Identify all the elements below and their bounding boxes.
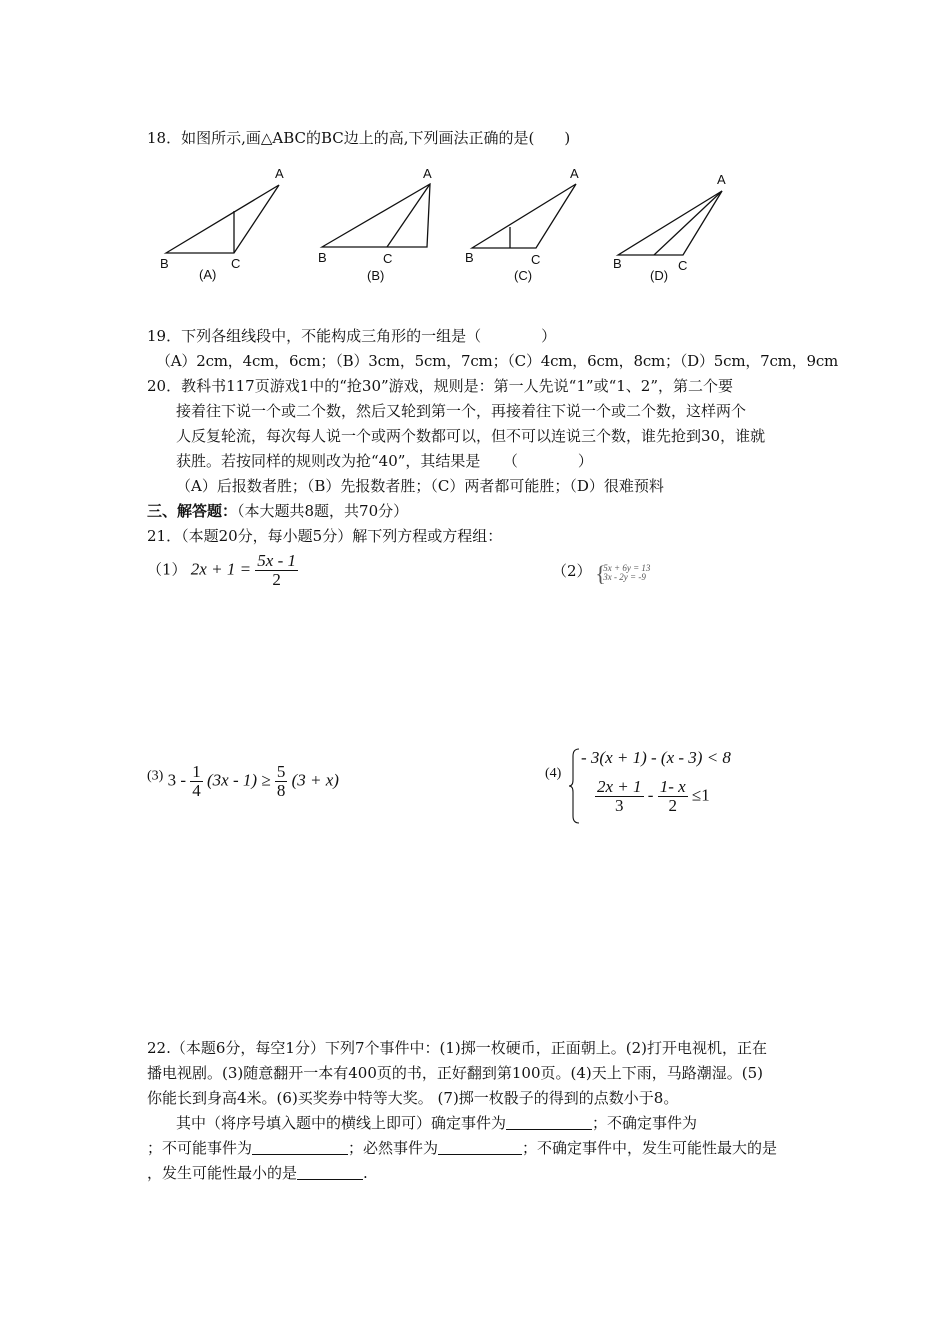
q20-line-3: 人反复轮流，每次每人说一个或两个数都可以，但不可以连说三个数，谁先抢到30，谁就: [176, 427, 766, 445]
label-d-c: C: [678, 258, 688, 273]
q21-p4-f1-numerator: 2x + 1: [597, 777, 642, 796]
q22-line5-a: ；不可能事件为: [147, 1139, 253, 1157]
q22-line-2: 播电视剧。(3)随意翻开一本有400页的书，正好翻到第100页。(4)天上下雨，马路潮湿。(5): [147, 1064, 764, 1082]
q20-line-2: 接着往下说一个或二个数，然后又轮到第一个，再接着往下说一个或二个数，这样两个: [176, 402, 747, 420]
q21-p3-fraction-2: [275, 763, 288, 800]
q21-p3-c: (3 + x): [291, 770, 339, 790]
q19-stem: 19．下列各组线段中，不能构成三角形的一组是（ ）: [147, 327, 557, 345]
q21-p3-label: (3): [147, 768, 164, 784]
q21-p1-lhs: 2x + 1 =: [190, 559, 252, 579]
section-3-heading: [147, 501, 408, 521]
blank-least-likely-event[interactable]: [297, 1165, 363, 1180]
q21-p1-label: （1）: [147, 560, 187, 579]
q21-stem: 21．（本题20分，每小题5分）解下列方程或方程组：: [147, 527, 503, 545]
q22-line-4: [176, 1113, 697, 1133]
q21-p2-label: （2）: [552, 562, 592, 580]
q21-p2-eq1: 5x + 6y = 13: [603, 562, 651, 573]
q21-p2-eq2: 3x - 2y = -9: [603, 571, 646, 582]
label-a-vertex: A: [275, 166, 284, 181]
q18-figures: [0, 0, 950, 300]
blank-inevitable-events[interactable]: [438, 1140, 522, 1155]
q22-line5-c: ；不确定事件中，发生可能性最大的是: [522, 1139, 778, 1157]
q21-p3-a: 3 -: [167, 770, 186, 790]
label-c-c: C: [531, 252, 541, 267]
q22-line-3: 你能长到身高4米。(6)买奖券中特等大奖。 (7)掷一枚骰子的得到的点数小于8。: [147, 1089, 679, 1107]
q21-p3-f2-numerator: 5: [276, 762, 286, 781]
q22-line5-b: ；必然事件为: [348, 1139, 439, 1157]
caption-d: (D): [650, 268, 669, 283]
q21-p3-fraction-1: [190, 763, 203, 800]
q22-line-5: [147, 1138, 777, 1158]
q20-line-4: 获胜。若按同样的规则改为抢“40”，其结果是 （ ）: [176, 452, 593, 470]
section-3-title: 三、解答题：: [147, 502, 238, 520]
caption-b: (B): [367, 268, 385, 283]
label-d-vertex: A: [717, 172, 726, 187]
blank-certain-events[interactable]: [506, 1115, 592, 1130]
q21-p2-brace: {: [595, 560, 606, 586]
q22-line-1: 22.（本题6分，每空1分）下列7个事件中：(1)掷一枚硬币，正面朝上。(2)打开电视机，正在: [147, 1039, 767, 1057]
section-3-note: （本大题共8题，共70分）: [237, 502, 409, 520]
q19-options: （A）2cm，4cm，6cm；（B）3cm，5cm，7cm；（C）4cm，6cm，8cm；（D）5cm，7cm，9cm: [156, 352, 839, 370]
q21-p4-f1-denominator: 3: [615, 796, 624, 815]
q21-part-1: [147, 552, 298, 589]
q21-p3-f2-denominator: 8: [276, 781, 286, 800]
q21-p4-brace: [569, 748, 581, 824]
q21-p4-f2-denominator: 2: [668, 796, 677, 815]
label-a-b: B: [160, 256, 169, 271]
caption-a: (A): [199, 267, 217, 282]
q21-p4-label: (4): [545, 766, 562, 781]
q22-line-6: [147, 1163, 368, 1183]
q20-line-1: 20．教科书117页游戏1中的“抢30”游戏，规则是：第一人先说“1”或“1、2”，第二个要: [147, 377, 733, 395]
q21-p4-minus: -: [647, 785, 654, 805]
label-c-vertex: A: [570, 166, 579, 181]
q21-p4-fraction-1: [595, 778, 644, 815]
label-d-b: B: [613, 256, 622, 271]
label-b-b: B: [318, 250, 327, 265]
q21-p1-fraction: [255, 552, 298, 589]
q21-part-3: [147, 763, 339, 800]
q18-stem: 18．如图所示,画△ABC的BC边上的高,下列画法正确的是( ): [147, 129, 571, 147]
blank-impossible-events[interactable]: [252, 1140, 348, 1155]
label-b-vertex: A: [423, 166, 432, 181]
q21-p4-ineq2: [595, 778, 710, 815]
caption-c: (C): [514, 268, 533, 283]
q20-options: （A）后报数者胜；（B）先报数者胜；（C）两者都可能胜；（D）很难预料: [176, 477, 664, 495]
q21-p3-f1-denominator: 4: [192, 781, 201, 800]
triangle-d: [618, 191, 722, 255]
q21-p3-f1-numerator: 1: [192, 762, 201, 781]
q22-line6-a: ，发生可能性最小的是: [147, 1164, 298, 1182]
q21-p4-fraction-2: [658, 778, 688, 815]
triangle-c: [472, 184, 576, 248]
q22-line6-b: .: [363, 1164, 368, 1182]
q21-p1-numerator: 5x - 1: [257, 551, 297, 570]
label-a-c: C: [231, 256, 241, 271]
q21-p2-system: [595, 560, 651, 586]
label-b-c: C: [383, 251, 393, 266]
q22-line4-b: ；不确定事件为: [592, 1114, 698, 1132]
q21-p3-b: (3x - 1) ≥: [207, 770, 271, 790]
q21-p4-ineq1: - 3(x + 1) - (x - 3) < 8: [581, 748, 731, 767]
triangle-b: [322, 184, 430, 247]
q21-p4-f2-numerator: 1- x: [659, 777, 686, 796]
q21-p4-le: ≤1: [691, 785, 710, 805]
q22-line4-a: 其中（将序号填入题中的横线上即可）确定事件为: [176, 1114, 507, 1132]
altitude-b: [387, 184, 430, 247]
label-c-b: B: [465, 250, 474, 265]
q21-part-2: [552, 560, 651, 586]
q21-p1-denominator: 2: [272, 570, 281, 589]
altitude-d: [654, 191, 722, 255]
triangle-a: [166, 185, 279, 253]
